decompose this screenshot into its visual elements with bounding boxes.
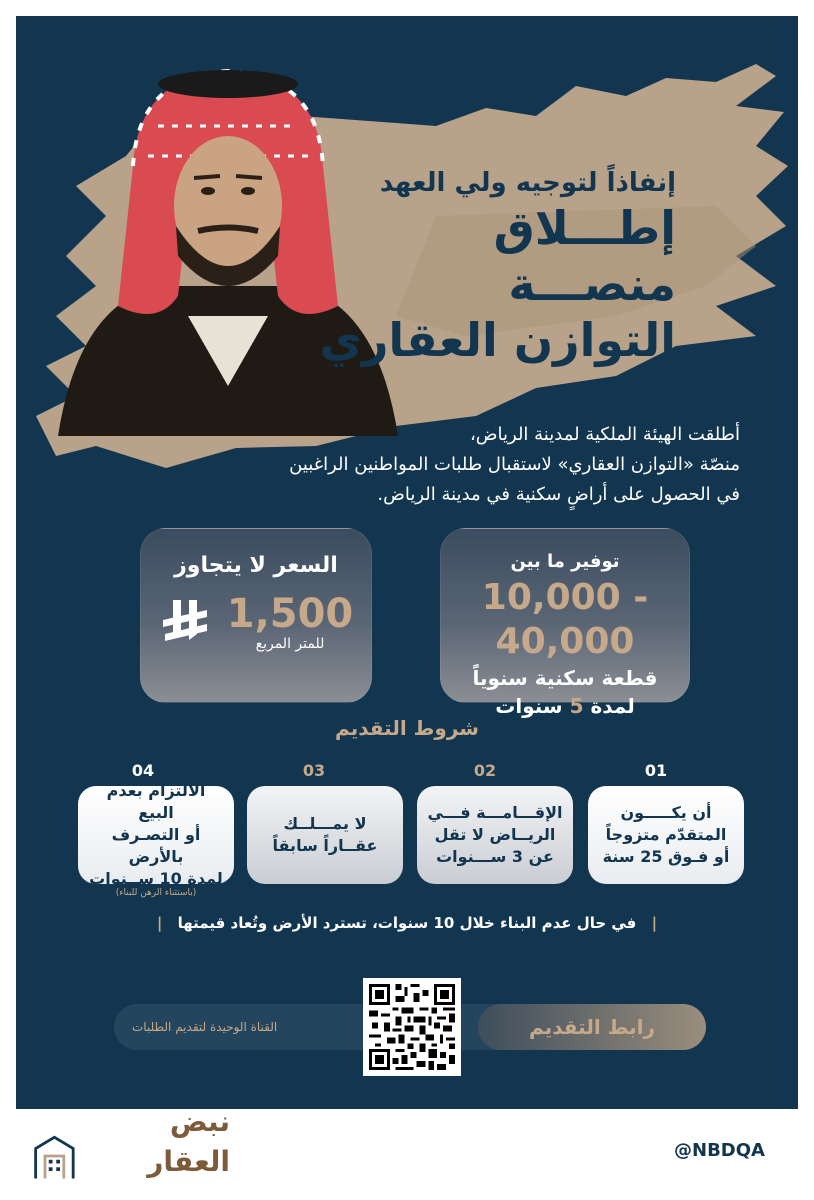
condition-line: لمدة 10 ســنوات <box>89 869 223 888</box>
notice-bar-icon: | <box>651 914 658 932</box>
condition-line: لا يمـــلــك <box>283 814 367 833</box>
condition-number: 02 <box>473 761 497 780</box>
qr-code[interactable] <box>363 978 461 1076</box>
supply-line1: قطعة سكنية سنوياً <box>472 666 658 690</box>
condition-card-1 <box>588 786 744 884</box>
supply-line2-suffix: سنوات <box>495 694 563 718</box>
brand-logo <box>30 1105 230 1182</box>
apply-link-label[interactable]: رابط التقديم <box>478 1004 706 1050</box>
supply-title: توفير ما بين <box>510 551 620 572</box>
condition-number: 03 <box>302 761 326 780</box>
condition-number: 04 <box>131 761 155 780</box>
condition-line: الريــاض لا تقل <box>434 825 556 844</box>
condition-number: 01 <box>644 761 668 780</box>
condition-card-4 <box>78 781 234 888</box>
supply-range: 10,000 - 40,000 <box>481 577 649 662</box>
condition-line: المتقدّم متزوجاً <box>605 825 727 844</box>
headline-title-line1: إطـــلاق منصـــة <box>493 201 676 311</box>
supply-card <box>440 528 690 718</box>
qr-code-icon <box>369 984 455 1070</box>
headline-subtitle: إنفاذاً لتوجيه ولي العهد <box>379 168 676 198</box>
condition-line: أو التصـرف بالأرض <box>111 825 201 866</box>
condition-note: (باستثناء الرهن للبناء) <box>115 888 197 898</box>
condition-line: عقــاراً سابقاً <box>272 836 378 855</box>
notice-line <box>16 914 798 932</box>
notice-bar-icon: | <box>156 914 163 932</box>
social-handle[interactable]: @NBDQA <box>674 1140 765 1161</box>
infographic-card <box>16 16 798 1109</box>
condition-line: أو فـوق 25 سنة <box>602 847 730 866</box>
price-title: السعر لا يتجاوز <box>174 553 338 578</box>
intro-line: أطلقت الهيئة الملكية لمدينة الرياض، <box>469 424 740 445</box>
price-unit: للمتر المربع <box>255 636 325 652</box>
condition-line: الالتزام بعدم البيع <box>106 781 206 822</box>
brand-name: نبض العقار <box>147 1105 230 1178</box>
price-value: 1,500 <box>226 591 354 637</box>
apply-subtitle: القناة الوحيدة لتقديم الطلبات <box>132 1020 278 1034</box>
condition-line: عن 3 ســـنوات <box>436 847 554 866</box>
supply-line2-prefix: لمدة <box>590 694 635 718</box>
building-logo-icon <box>30 1130 79 1182</box>
condition-card-3 <box>247 786 403 884</box>
intro-line: منصّة «التوازن العقاري» لاستقبال طلبات المواطنين الراغبين <box>289 454 740 475</box>
price-card <box>140 528 372 703</box>
headline <box>316 166 676 368</box>
supply-years: 5 <box>569 694 584 718</box>
riyal-currency-icon <box>159 596 211 648</box>
intro-paragraph <box>180 420 740 510</box>
condition-card-2 <box>417 786 573 884</box>
notice-text: في حال عدم البناء خلال 10 سنوات، تسترد الأرض وتُعاد قيمتها <box>177 914 637 932</box>
conditions-title: شروط التقديم <box>335 716 479 740</box>
headline-title-line2: التوازن العقاري <box>319 313 676 367</box>
intro-line: في الحصول على أراضٍ سكنية في مدينة الرياض. <box>377 484 740 505</box>
condition-line: أن يكـــــون <box>620 803 712 822</box>
condition-line: الإقـــامـــة فـــي <box>427 803 563 822</box>
